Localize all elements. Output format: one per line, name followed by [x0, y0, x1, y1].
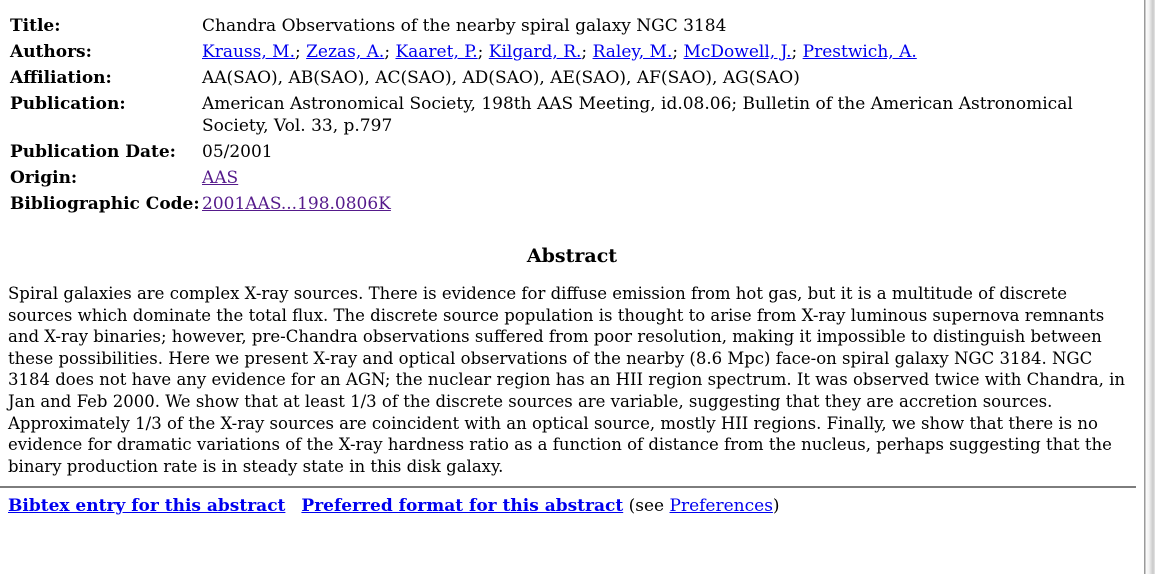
origin-label: Origin: [10, 168, 78, 188]
footer-links [8, 495, 1136, 517]
affiliation-label: Affiliation: [10, 68, 112, 88]
author-separator: ; [791, 42, 803, 62]
see-prefix: (see [628, 496, 670, 517]
author-link[interactable]: Prestwich, A. [802, 42, 917, 62]
author-separator: ; [672, 42, 684, 62]
title-label: Title: [10, 16, 61, 36]
bibcode-link[interactable]: 2001AAS...198.0806K [202, 194, 391, 214]
see-suffix: ) [772, 496, 780, 517]
abstract-text: Spiral galaxies are complex X-ray sources. There is evidence for diffuse emission from hot gas, but it is a multitude of discrete sources which dominate the total flux. The discrete source population is thought to arise from X-ray luminous supernova remnants and X-ray binaries; however, pre-Chandra observations suffered from poor resolution, making it impossible to distinguish between these possibilities. Here we present X-ray and optical observations of the nearby (8.6 Mpc) face-on spiral galaxy NGC 3184. NGC 3184 does not have any evidence for an AGN; the nuclear region has an HII region spectrum. It was observed twice with Chandra, in Jan and Feb 2000. We show that at least 1/3 of the discrete sources are variable, suggesting that they are accretion sources. Approximately 1/3 of the X-ray sources are coincident with an optical source, mostly HII regions. Finally, we show that there is no evidence for dramatic variations of the X-ray hardness ratio as a function of distance from the nucleus, perhaps suggesting that the binary production rate is in steady state in this disk galaxy. [8, 284, 1126, 476]
origin-row [10, 166, 1134, 190]
publication-label: Publication: [10, 94, 126, 114]
authors-label: Authors: [10, 42, 92, 62]
publication-date-label: Publication Date: [10, 142, 176, 162]
bibtex-entry-link[interactable]: Bibtex entry for this abstract [8, 496, 286, 517]
publication-date-value: 05/2001 [202, 142, 273, 162]
author-separator: ; [294, 42, 307, 62]
authors-value [202, 40, 1134, 64]
vertical-scrollbar[interactable] [1144, 0, 1155, 574]
divider [0, 486, 1136, 488]
bibcode-label: Bibliographic Code: [10, 194, 200, 214]
abstract-heading: Abstract [526, 245, 618, 267]
author-link[interactable]: McDowell, J. [683, 42, 792, 62]
publication-date-row [10, 140, 1134, 164]
author-separator: ; [581, 42, 593, 62]
title-value: Chandra Observations of the nearby spiral galaxy NGC 3184 [202, 16, 727, 36]
bibcode-row [10, 192, 1134, 216]
author-link[interactable]: Zezas, A. [306, 42, 385, 62]
author-link[interactable]: Krauss, M. [202, 42, 295, 62]
publication-value: American Astronomical Society, 198th AAS Meeting, id.08.06; Bulletin of the American Astronomical Society, Vol. 33, p.797 [202, 94, 1073, 136]
origin-link[interactable]: AAS [202, 168, 239, 188]
affiliation-row [10, 66, 1134, 90]
affiliation-value: AA(SAO), AB(SAO), AC(SAO), AD(SAO), AE(SAO), AF(SAO), AG(SAO) [202, 68, 800, 88]
metadata-table [8, 12, 1136, 218]
authors-row [10, 40, 1134, 64]
author-link[interactable]: Raley, M. [592, 42, 673, 62]
author-separator: ; [477, 42, 489, 62]
preferred-format-link[interactable]: Preferred format for this abstract [301, 496, 624, 517]
publication-row [10, 92, 1134, 138]
preferences-link[interactable]: Preferences [669, 496, 773, 517]
author-link[interactable]: Kaaret, P. [395, 42, 478, 62]
title-row [10, 14, 1134, 38]
author-separator: ; [384, 42, 396, 62]
author-link[interactable]: Kilgard, R. [488, 42, 582, 62]
